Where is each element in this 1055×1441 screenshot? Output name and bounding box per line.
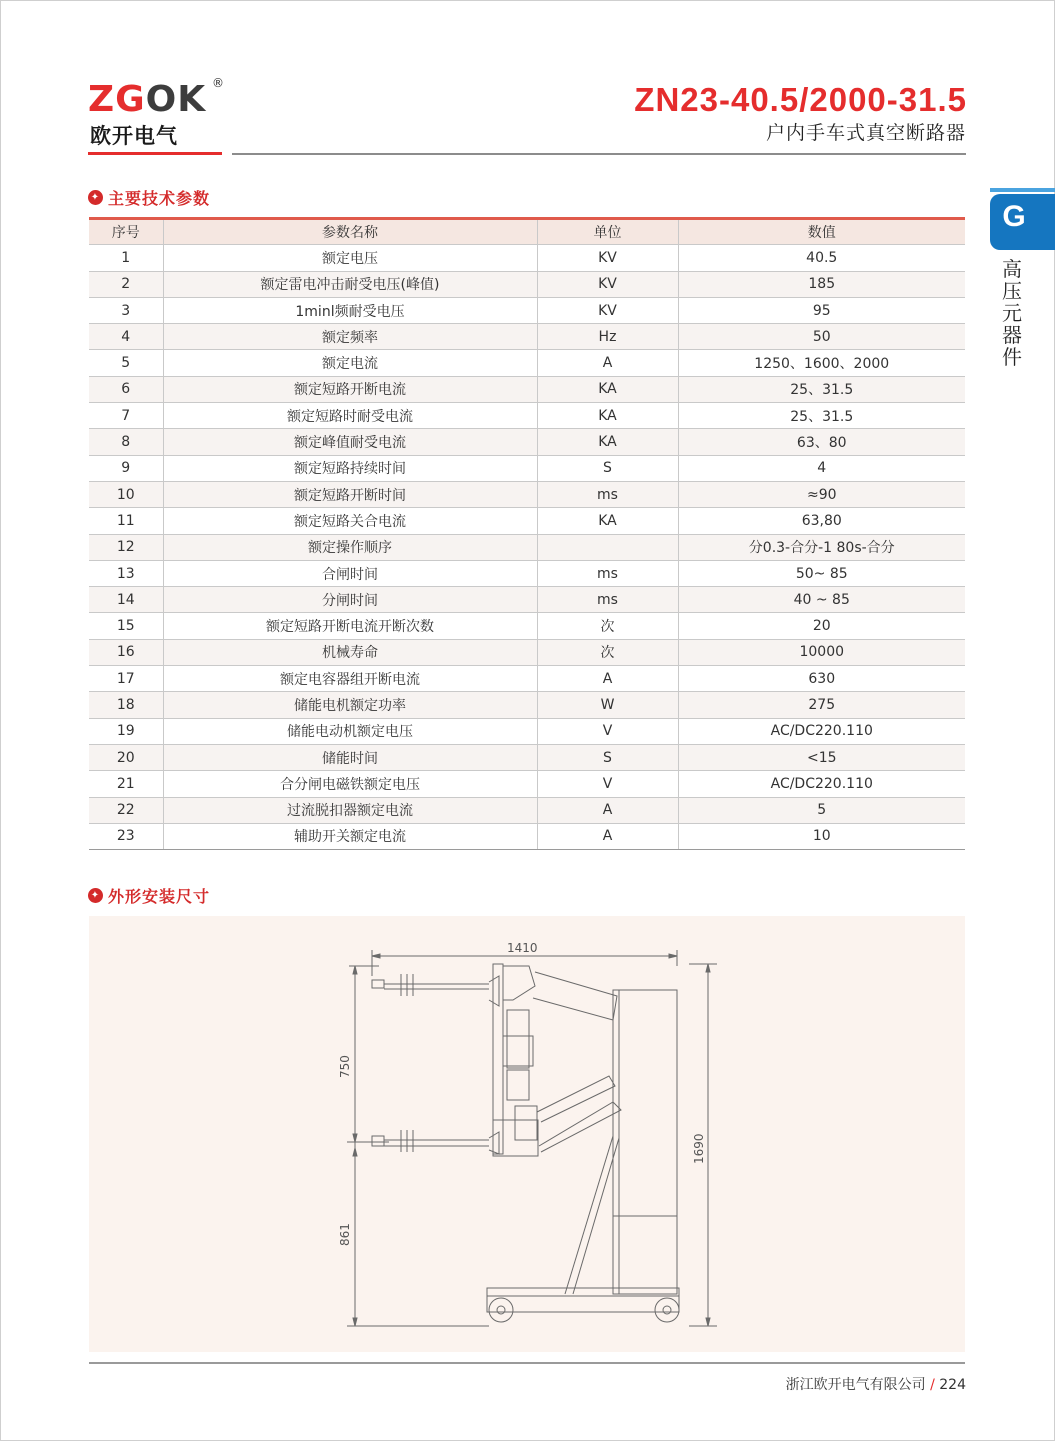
cell-no: 12 xyxy=(89,534,163,560)
cell-param-name: 额定频率 xyxy=(163,324,537,350)
cell-unit: KA xyxy=(537,403,678,429)
section-tab-char: 器 xyxy=(1002,323,1022,347)
cell-no: 21 xyxy=(89,771,163,797)
cell-param-name: 额定电压 xyxy=(163,245,537,271)
star-bullet-icon: ✦ xyxy=(88,190,103,205)
cell-no: 4 xyxy=(89,324,163,350)
cell-unit: A xyxy=(537,350,678,376)
cell-no: 23 xyxy=(89,823,163,849)
footer-company: 浙江欧开电气有限公司 xyxy=(785,1377,926,1393)
cell-value: 25、31.5 xyxy=(678,403,965,429)
table-row xyxy=(89,560,965,586)
specs-heading xyxy=(88,186,210,209)
table-row xyxy=(89,823,965,849)
cell-value: 10 xyxy=(678,823,965,849)
cell-no: 2 xyxy=(89,271,163,297)
cell-param-name: 机械寿命 xyxy=(163,639,537,665)
cell-unit: KA xyxy=(537,376,678,402)
table-row xyxy=(89,429,965,455)
cell-value: 63、80 xyxy=(678,429,965,455)
cell-no: 1 xyxy=(89,245,163,271)
dim-lower-label: 861 xyxy=(338,1223,352,1246)
cell-unit: V xyxy=(537,718,678,744)
cell-value: 分0.3-合分-1 80s-合分 xyxy=(678,534,965,560)
dim-height-label: 1690 xyxy=(692,1133,706,1164)
cell-unit: ms xyxy=(537,560,678,586)
table-header-row xyxy=(89,219,965,245)
cell-unit: ms xyxy=(537,481,678,507)
page-title: ZN23-40.5/2000-31.5 xyxy=(634,81,967,118)
cell-no: 3 xyxy=(89,297,163,323)
logo-chinese-name: 欧开电气 xyxy=(90,124,178,148)
cell-param-name: 分闸时间 xyxy=(163,587,537,613)
cell-value: 25、31.5 xyxy=(678,376,965,402)
cell-param-name: 额定短路开断电流开断次数 xyxy=(163,613,537,639)
header-value: 数值 xyxy=(678,219,965,245)
cell-param-name: 额定雷电冲击耐受电压(峰值) xyxy=(163,271,537,297)
cell-value: ≈90 xyxy=(678,481,965,507)
cell-unit: ms xyxy=(537,587,678,613)
cell-no: 15 xyxy=(89,613,163,639)
cell-unit: KV xyxy=(537,271,678,297)
cell-param-name: 辅助开关额定电流 xyxy=(163,823,537,849)
logo-text-gray: OK xyxy=(145,79,207,120)
cell-unit xyxy=(537,534,678,560)
footer-divider xyxy=(89,1362,965,1364)
table-row xyxy=(89,771,965,797)
cell-unit: KV xyxy=(537,297,678,323)
dim-width-label: 1410 xyxy=(507,941,538,955)
cell-param-name: 储能时间 xyxy=(163,744,537,770)
header-no: 序号 xyxy=(89,219,163,245)
dimensions-heading-text: 外形安装尺寸 xyxy=(108,887,211,906)
cell-param-name: 额定电流 xyxy=(163,350,537,376)
cell-param-name: 储能电动机额定电压 xyxy=(163,718,537,744)
cell-param-name: 额定操作顺序 xyxy=(163,534,537,560)
cell-param-name: 过流脱扣器额定电流 xyxy=(163,797,537,823)
table-row xyxy=(89,534,965,560)
cell-value: 185 xyxy=(678,271,965,297)
breaker-outline-drawing xyxy=(89,916,965,1352)
cell-param-name: 合闸时间 xyxy=(163,560,537,586)
star-bullet-icon: ✦ xyxy=(88,888,103,903)
table-row xyxy=(89,639,965,665)
logo-underline xyxy=(88,152,222,155)
table-row xyxy=(89,718,965,744)
cell-value: 50~ 85 xyxy=(678,560,965,586)
cell-param-name: 额定短路开断时间 xyxy=(163,481,537,507)
cell-no: 18 xyxy=(89,692,163,718)
cell-value: 95 xyxy=(678,297,965,323)
cell-param-name: 额定短路关合电流 xyxy=(163,508,537,534)
cell-no: 8 xyxy=(89,429,163,455)
cell-value: 40.5 xyxy=(678,245,965,271)
cell-unit: V xyxy=(537,771,678,797)
cell-value: 20 xyxy=(678,613,965,639)
cell-no: 5 xyxy=(89,350,163,376)
header-unit: 单位 xyxy=(537,219,678,245)
cell-unit: A xyxy=(537,666,678,692)
cell-no: 16 xyxy=(89,639,163,665)
section-tab-char: 件 xyxy=(1002,345,1022,369)
footer-separator: / xyxy=(925,1377,940,1393)
table-row xyxy=(89,508,965,534)
section-tab-label xyxy=(998,258,1026,368)
logo-wordmark xyxy=(88,80,206,120)
table-row xyxy=(89,587,965,613)
cell-value: 1250、1600、2000 xyxy=(678,350,965,376)
company-logo xyxy=(88,76,238,150)
cell-no: 22 xyxy=(89,797,163,823)
cell-value: AC/DC220.110 xyxy=(678,718,965,744)
cell-no: 17 xyxy=(89,666,163,692)
cell-no: 7 xyxy=(89,403,163,429)
section-tab-letter: G xyxy=(1002,200,1026,233)
cell-unit: 次 xyxy=(537,613,678,639)
logo-text-red: ZG xyxy=(88,79,146,120)
cell-unit: S xyxy=(537,455,678,481)
cell-param-name: 储能电机额定功率 xyxy=(163,692,537,718)
dim-upper-label: 750 xyxy=(338,1055,352,1078)
table-row xyxy=(89,297,965,323)
cell-param-name: 合分闸电磁铁额定电压 xyxy=(163,771,537,797)
cell-unit: KV xyxy=(537,245,678,271)
table-row xyxy=(89,376,965,402)
cell-unit: W xyxy=(537,692,678,718)
cell-no: 13 xyxy=(89,560,163,586)
dimension-drawing xyxy=(89,916,965,1352)
cell-unit: S xyxy=(537,744,678,770)
table-row xyxy=(89,744,965,770)
side-tab-accent xyxy=(990,188,1055,192)
cell-no: 20 xyxy=(89,744,163,770)
table-row xyxy=(89,797,965,823)
cell-value: 10000 xyxy=(678,639,965,665)
table-row xyxy=(89,455,965,481)
cell-param-name: 额定电容器组开断电流 xyxy=(163,666,537,692)
table-row xyxy=(89,481,965,507)
cell-unit: A xyxy=(537,823,678,849)
page-number: 224 xyxy=(939,1377,966,1393)
section-tab xyxy=(990,194,1055,250)
section-tab-char: 高 xyxy=(1002,257,1022,281)
cell-param-name: 额定短路开断电流 xyxy=(163,376,537,402)
table-row xyxy=(89,324,965,350)
section-tab-char: 元 xyxy=(1002,301,1022,325)
table-row xyxy=(89,403,965,429)
cell-param-name: 额定短路持续时间 xyxy=(163,455,537,481)
header-param-name: 参数名称 xyxy=(163,219,537,245)
cell-value: 40 ~ 85 xyxy=(678,587,965,613)
cell-param-name: 额定短路时耐受电流 xyxy=(163,403,537,429)
dimensions-heading xyxy=(88,884,210,907)
cell-unit: Hz xyxy=(537,324,678,350)
cell-value: 63,80 xyxy=(678,508,965,534)
cell-value: 4 xyxy=(678,455,965,481)
page-footer xyxy=(786,1374,966,1394)
table-row xyxy=(89,271,965,297)
registered-mark: ® xyxy=(212,76,224,90)
table-row xyxy=(89,350,965,376)
cell-unit: A xyxy=(537,797,678,823)
cell-value: <15 xyxy=(678,744,965,770)
cell-value: 630 xyxy=(678,666,965,692)
specs-table xyxy=(89,217,965,850)
section-tab-char: 压 xyxy=(1002,279,1022,303)
cell-no: 11 xyxy=(89,508,163,534)
cell-no: 19 xyxy=(89,718,163,744)
cell-unit: KA xyxy=(537,508,678,534)
cell-no: 6 xyxy=(89,376,163,402)
cell-no: 14 xyxy=(89,587,163,613)
header-divider xyxy=(232,153,966,155)
cell-param-name: 额定峰值耐受电流 xyxy=(163,429,537,455)
specs-heading-text: 主要技术参数 xyxy=(108,189,211,208)
cell-no: 9 xyxy=(89,455,163,481)
cell-no: 10 xyxy=(89,481,163,507)
cell-param-name: 1minl频耐受电压 xyxy=(163,297,537,323)
cell-value: AC/DC220.110 xyxy=(678,771,965,797)
table-row xyxy=(89,692,965,718)
cell-value: 5 xyxy=(678,797,965,823)
cell-value: 275 xyxy=(678,692,965,718)
page-subtitle: 户内手车式真空断路器 xyxy=(765,122,966,144)
cell-value: 50 xyxy=(678,324,965,350)
table-row xyxy=(89,613,965,639)
cell-unit: KA xyxy=(537,429,678,455)
table-row xyxy=(89,245,965,271)
specs-table-body xyxy=(89,245,965,850)
table-row xyxy=(89,666,965,692)
cell-unit: 次 xyxy=(537,639,678,665)
